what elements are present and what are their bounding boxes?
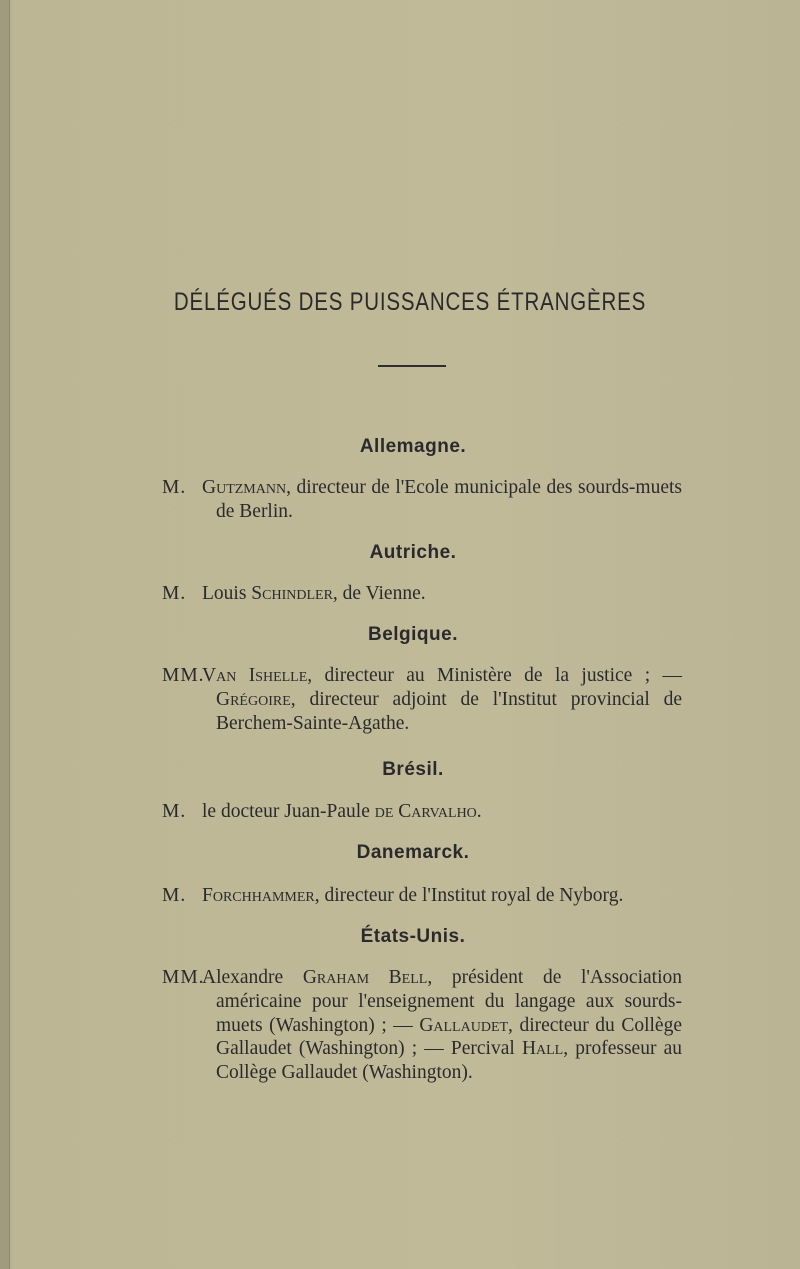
entry-text: [202, 884, 682, 908]
entry-text-run: , directeur au Ministère de la justice ; —: [307, 665, 682, 686]
entry-text-run: Louis: [202, 583, 252, 604]
country-heading-belgique: Belgique.: [367, 624, 458, 645]
country-heading-allemagne: Allemagne.: [359, 436, 467, 457]
delegate-entry-belgique: [162, 664, 682, 735]
entry-text-run: , directeur adjoint de l'Institut provincial de Berchem-Sainte-Agathe.: [216, 688, 682, 734]
page-title: DÉLÉGUÉS DES PUISSANCES ÉTRANGÈRES: [173, 288, 647, 316]
person-name: Gallaudet: [419, 1014, 509, 1036]
delegate-entry-autriche: [162, 582, 682, 606]
country-heading-autriche: Autriche.: [369, 542, 457, 563]
entry-text-run: , directeur de l'Institut royal de Nyborg.: [314, 885, 624, 906]
entry-text-run: , directeur de l'Ecole municipale des sourds-muets de Berlin.: [216, 477, 682, 522]
entry-text: [202, 966, 682, 1085]
entry-text-run: , professeur au Collège Gallaudet (Washington).: [216, 1038, 682, 1084]
person-name: Gutzmann: [202, 477, 287, 498]
entry-prefix: MM.: [162, 967, 205, 988]
country-heading-bresil: Brésil.: [382, 759, 444, 780]
person-name: Graham Bell: [302, 967, 428, 988]
entry-prefix: M.: [162, 801, 187, 822]
entry-text-run: Alexandre: [202, 967, 303, 988]
person-name: Schindler: [251, 583, 333, 604]
entry-text-run: le docteur Juan-Paule: [202, 801, 375, 822]
entry-text: [202, 582, 682, 606]
person-name: Van Ishelle: [202, 665, 308, 686]
title-rule: [378, 365, 446, 367]
delegate-entry-bresil: [162, 800, 682, 824]
country-heading-danemarck: Danemarck.: [356, 842, 470, 863]
entry-prefix: MM.: [162, 665, 205, 686]
entry-prefix: M.: [162, 583, 187, 604]
entry-text-run: .: [476, 801, 482, 822]
person-name: Forchhammer: [202, 885, 315, 906]
entry-prefix: M.: [162, 885, 187, 906]
person-name: de Carvalho: [374, 801, 477, 822]
entry-prefix: M.: [162, 477, 187, 498]
entry-text: [202, 800, 682, 824]
delegate-entry-etats-unis: [162, 966, 682, 1085]
entry-text-run: , de Vienne.: [332, 583, 426, 604]
person-name: Grégoire: [216, 688, 291, 710]
delegate-entry-allemagne: [162, 476, 682, 524]
entry-text-run: , président de l'Association américaine pour l'enseignement du langage aux sourds-muets (Washington) ; —: [216, 967, 682, 1036]
entry-text: [202, 476, 682, 524]
person-name: Hall: [521, 1038, 564, 1060]
entry-text-run: , directeur du Collège Gallaudet (Washington) ; — Percival: [216, 1014, 682, 1060]
country-heading-etats-unis: États-Unis.: [360, 926, 466, 947]
entry-text: [202, 664, 682, 735]
delegate-entry-danemarck: [162, 884, 682, 908]
